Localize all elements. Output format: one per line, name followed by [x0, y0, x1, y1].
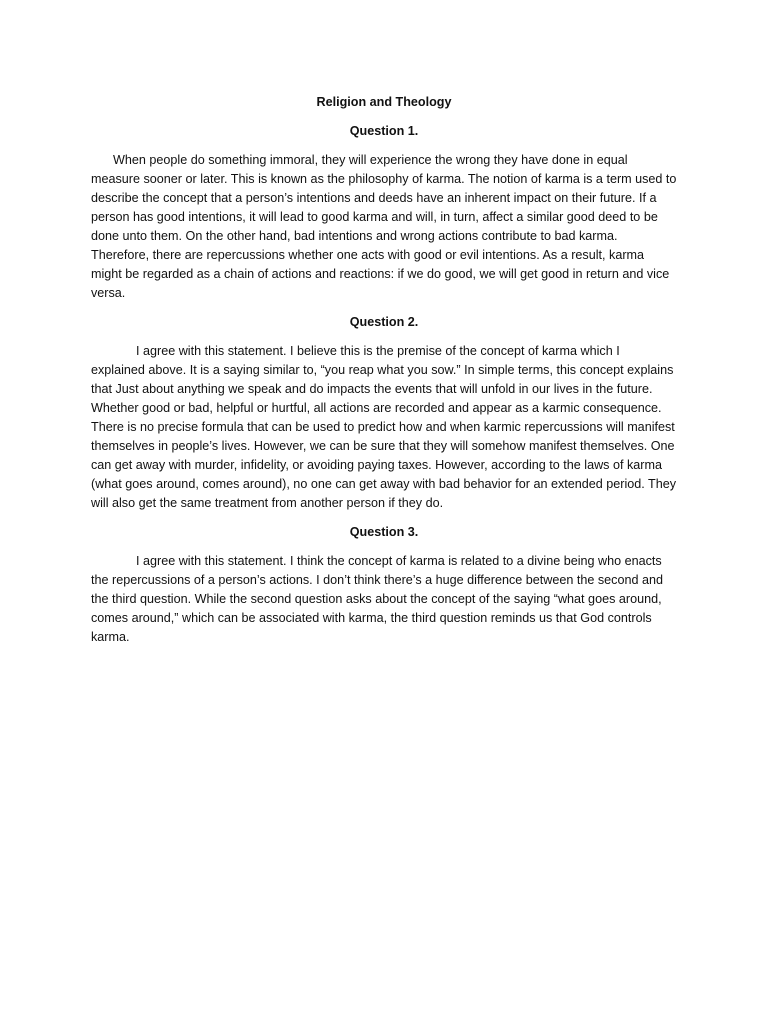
question-3-heading: Question 3. — [349, 525, 419, 539]
question-2-heading: Question 2. — [349, 315, 419, 329]
question-2-answer: I agree with this statement. I believe this is the premise of the concept of karma which I explained above. It is a saying similar to, “you reap what you sow.” In simple terms, this concept explains that Just about anything we speak and do impacts the events that will unfold in our lives in the future. Whether good or bad, helpful or hurtful, all actions are recorded and appear as a karmic consequence. There is no precise formula that can be used to predict how and when karmic repercussions will manifest themselves in people’s lives. However, we can be sure that they will somehow manifest themselves. One can get away with murder, infidelity, or avoiding paying taxes. However, according to the laws of karma (what goes around, comes around), no one can get away with bad behavior for an extended period. They will also get the same treatment from another person if they do. — [91, 344, 677, 510]
document-body — [91, 93, 677, 657]
document-title: Religion and Theology — [316, 95, 452, 109]
question-3-answer: I agree with this statement. I think the concept of karma is related to a divine being who enacts the repercussions of a person’s actions. I don’t think there’s a huge difference between the second and the third question. While the second question asks about the concept of the saying “what goes around, comes around,” which can be associated with karma, the third question reminds us that God controls karma. — [91, 554, 663, 644]
question-1-heading: Question 1. — [349, 124, 419, 138]
question-1-answer: When people do something immoral, they will experience the wrong they have done in equal measure sooner or later. This is known as the philosophy of karma. The notion of karma is a term used to describe the concept that a person’s intentions and deeds have an inherent impact on their future. If a person has good intentions, it will lead to good karma and will, in turn, affect a similar good deed to be done unto them. On the other hand, bad intentions and wrong actions contribute to bad karma. Therefore, there are repercussions whether one acts with good or evil intentions. As a result, karma might be regarded as a chain of actions and reactions: if we do good, we will get good in return and vice versa. — [91, 153, 677, 300]
